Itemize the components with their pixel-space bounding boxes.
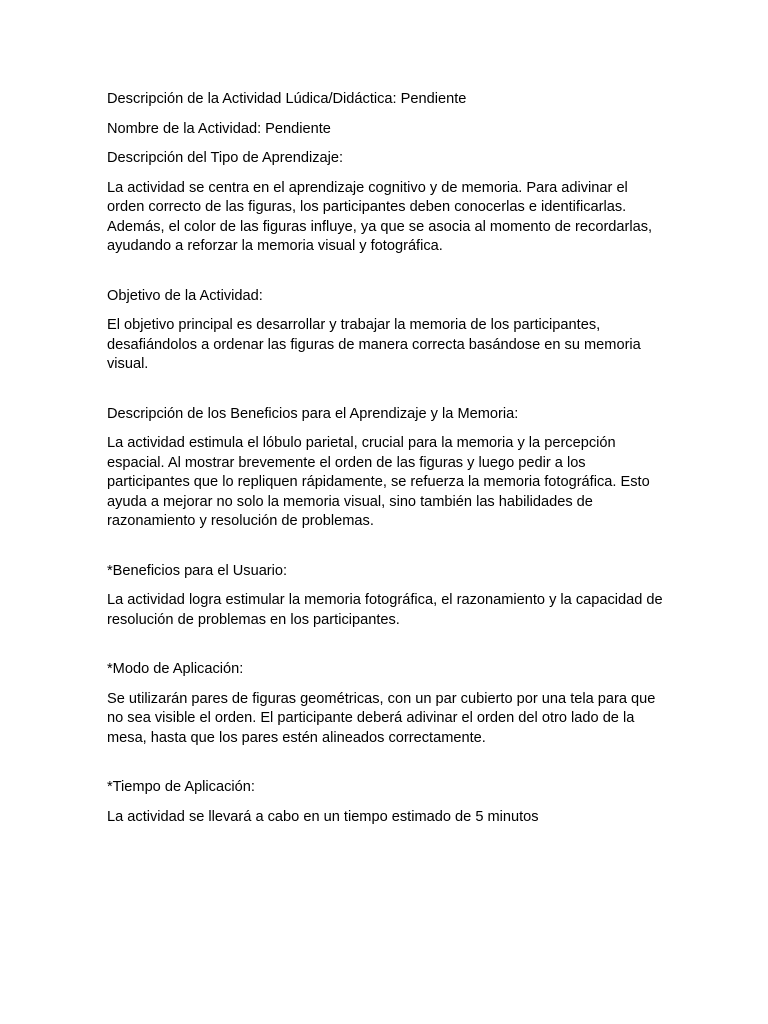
objective-paragraph: El objetivo principal es desarrollar y trabajar la memoria de los participantes, desafiándolos a ordenar las figuras de manera correcta basándose en su memoria visual. xyxy=(107,317,641,372)
user-benefits-paragraph: La actividad logra estimular la memoria fotográfica, el razonamiento y la capacidad de resolución de problemas en los participantes. xyxy=(107,592,663,628)
application-time-paragraph: La actividad se llevará a cabo en un tiempo estimado de 5 minutos xyxy=(107,808,539,825)
learning-type-heading: Descripción del Tipo de Aprendizaje: xyxy=(107,150,344,166)
benefits-paragraph: La actividad estimula el lóbulo parietal, crucial para la memoria y la percepción espacial. Al mostrar brevemente el orden de las figuras y luego pedir a los participantes que lo repliquen rápidamente, se refuerza la memoria fotográfica. Esto ayuda a mejorar no solo la memoria visual, sino también las habilidades de razonamiento y resolución de problemas. xyxy=(107,435,650,529)
objective-heading: Objetivo de la Actividad: xyxy=(107,287,263,304)
activity-name-line: Nombre de la Actividad: Pendiente xyxy=(107,120,331,137)
learning-type-paragraph: La actividad se centra en el aprendizaje cognitivo y de memoria. Para adivinar el orden correcto de las figuras, los participantes deben conocerlas e identificarlas. Además, el color de las figuras influye, ya que se asocia al momento de recordarlas, ayudando a reforzar la memoria visual y fotográfica. xyxy=(107,179,653,254)
user-benefits-heading: *Beneficios para el Usuario: xyxy=(107,562,288,579)
application-mode-heading: *Modo de Aplicación: xyxy=(107,661,244,677)
activity-description-line: Descripción de la Actividad Lúdica/Didáctica: Pendiente xyxy=(107,91,467,107)
application-time-heading: *Tiempo de Aplicación: xyxy=(107,779,255,795)
application-mode-paragraph: Se utilizarán pares de figuras geométricas, con un par cubierto por una tela para que no sea visible el orden. El participante deberá adivinar el orden del otro lado de la mesa, hasta que los pares estén alineados correctamente. xyxy=(107,690,656,746)
benefits-heading: Descripción de los Beneficios para el Aprendizaje y la Memoria: xyxy=(107,405,519,422)
document-body xyxy=(107,90,667,827)
